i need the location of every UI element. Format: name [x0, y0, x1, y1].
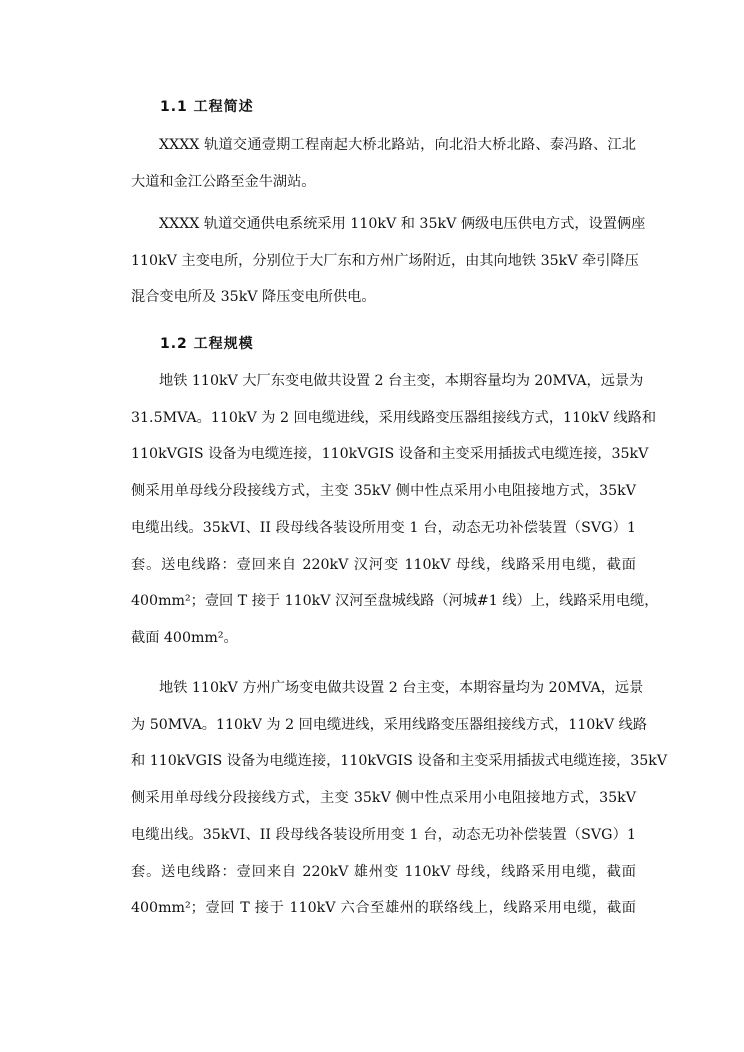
text-line: 地铁 110kV 大厂东变电做共设置 2 台主变，本期容量均为 20MVA，远景为 — [159, 373, 644, 389]
text-line: 地铁 110kV 方州广场变电做共设置 2 台主变，本期容量均为 20MVA，远景 — [159, 680, 644, 696]
section-heading-1-2: 1.2 工程规模 — [160, 336, 254, 352]
text-line: 套。送电线路：壹回来自 220kV 雄州变 110kV 母线，线路采用电缆，截面 — [131, 863, 636, 880]
text-line: 400mm²；壹回 T 接于 110kV 汉河至盘城线路（河城#1 线）上，线路采用电缆， — [131, 593, 659, 610]
text-line: 电缆出线。35kVI、II 段母线各装设所用变 1 台，动态无功补偿装置（SVG）1 — [131, 826, 636, 843]
paragraph-dachangdong-substation — [131, 363, 659, 657]
text-line: XXXX 轨道交通壹期工程南起大桥北路站，向北沿大桥北路、泰冯路、江北 — [159, 137, 636, 153]
text-line: 混合变电所及 35kV 降压变电所供电。 — [131, 289, 376, 306]
text-line: 为 50MVA。110kV 为 2 回电缆进线，采用线路变压器组接线方式，110kV 线路 — [131, 716, 648, 733]
paragraph-overview-route — [131, 127, 636, 200]
text-line: 侧采用单母线分段接线方式，主变 35kV 侧中性点采用小电阻接地方式，35kV — [131, 790, 636, 807]
text-line: 截面 400mm²。 — [131, 629, 238, 646]
text-line: 电缆出线。35kVI、II 段母线各装设所用变 1 台，动态无功补偿装置（SVG）1 — [131, 519, 636, 536]
section-heading-1-1: 1.1 工程简述 — [160, 99, 254, 115]
text-line: 31.5MVA。110kV 为 2 回电缆进线，采用线路变压器组接线方式，110kV 线路和 — [131, 409, 657, 426]
paragraph-overview-power — [131, 206, 646, 316]
text-line: 套。送电线路：壹回来自 220kV 汉河变 110kV 母线，线路采用电缆，截面 — [131, 556, 636, 573]
paragraph-fangzhou-substation — [131, 670, 668, 927]
text-line: 和 110kVGIS 设备为电缆连接，110kVGIS 设备和主变采用插拔式电缆连接，35kV — [131, 753, 668, 770]
text-line: 110kV 主变电所，分别位于大厂东和方州广场附近，由其向地铁 35kV 牵引降压 — [131, 252, 639, 269]
text-line: 110kVGIS 设备为电缆连接，110kVGIS 设备和主变采用插拔式电缆连接，35kV — [131, 446, 649, 463]
text-line: 侧采用单母线分段接线方式，主变 35kV 侧中性点采用小电阻接地方式，35kV — [131, 483, 636, 500]
text-line: 大道和金江公路至金牛湖站。 — [131, 173, 316, 190]
text-line: XXXX 轨道交通供电系统采用 110kV 和 35kV 俩级电压供电方式，设置俩座 — [159, 216, 646, 232]
text-line: 400mm²；壹回 T 接于 110kV 六合至雄州的联络线上，线路采用电缆，截面 — [131, 900, 636, 917]
